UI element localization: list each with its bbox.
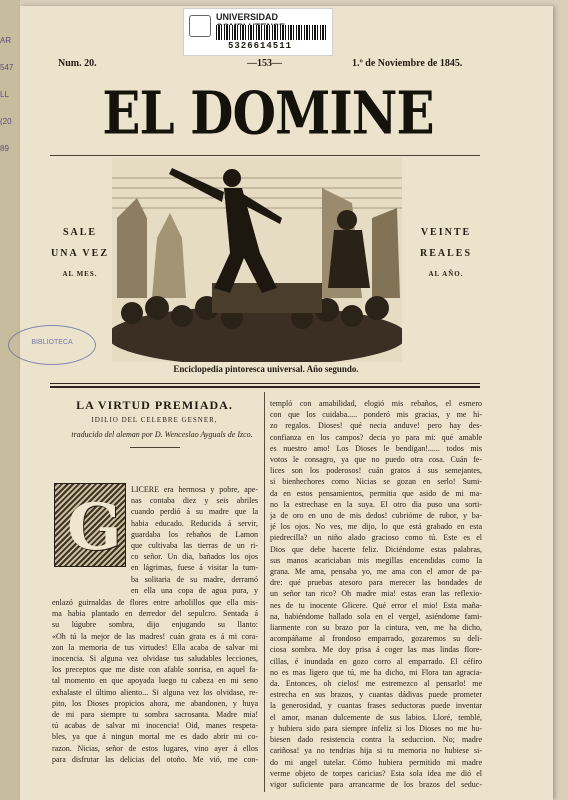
notice-line: AL MES. bbox=[62, 270, 98, 278]
text-line: y hubiera sido para siempre infeliz si los Dioses no me hu- bbox=[270, 723, 482, 733]
text-line: bles, ya que á ningun mortal me es dado abrir mi co- bbox=[52, 732, 258, 742]
text-line: enlazó guirnaldas de flores entre arbolillos que ella mis- bbox=[52, 598, 258, 607]
article-col1-beside-initial bbox=[131, 484, 258, 596]
text-line: confianza en los campos? decia yo para mi: qué amable bbox=[270, 432, 482, 442]
barcode bbox=[216, 25, 326, 40]
text-line: jé los ojos. No ves, me dijo, lo que está grabado en esta bbox=[270, 522, 482, 532]
text-line: en lágrimas, fuese á visitar la tum- bbox=[131, 563, 258, 573]
text-line: vigor suficiente para arrancarme de los brazos del seduc- bbox=[270, 779, 482, 789]
notice-line: REALES bbox=[419, 248, 472, 259]
library-oval-stamp bbox=[8, 325, 96, 365]
text-line: liarmente con su brazo por la cintura, ven, me ha dicho, bbox=[270, 623, 482, 633]
text-line: grana. Me ama, pensaba yo, me ama con el amor de pa- bbox=[270, 567, 482, 577]
text-line: inocencia. Si alguna vez olvidase tus saludables lecciones, bbox=[52, 654, 258, 664]
notice-line: AL AÑO. bbox=[428, 270, 464, 278]
right-notice bbox=[414, 222, 478, 285]
masthead-rule bbox=[50, 155, 480, 156]
text-line: LICERE era hermosa y pobre, ape- bbox=[131, 485, 258, 494]
text-line: verme objeto de torpes caricias? Esta sola idea me dió el bbox=[270, 768, 482, 778]
text-line: ja de oro en uno de mis dedos! cubrióme de rubor, y ba- bbox=[270, 511, 482, 521]
text-line: zo regalos. Dioses! qué necia anduve! pero hay des- bbox=[270, 421, 482, 431]
text-line: tú acabas de salvar mi inocencia! Oid, manes respeta- bbox=[52, 721, 258, 731]
notice-line: SALE bbox=[62, 227, 98, 238]
text-line: no es mas ligero que tú, me ha dicho, mi Flora tan agracia- bbox=[270, 667, 482, 677]
barcode-number: 5326614511 bbox=[228, 41, 293, 51]
text-line: cariñosa! ya no tendrias hija si tu memoria no hubiese si- bbox=[270, 746, 482, 756]
text-line: de mi para siempre tu sombra sacrosanta. Madre mia! bbox=[52, 710, 258, 720]
text-line: do mi angel tutelar. Cómo hubiera permitido mi madre bbox=[270, 757, 482, 767]
oval-stamp-text: BIBLIOTECA bbox=[31, 339, 73, 346]
text-line: habia educado. Reducida á servir, bbox=[131, 518, 258, 528]
text-line: tal momento en que apoyada luego tu cabeza en mi seno bbox=[52, 676, 258, 686]
text-line: guardaba los rebaños de Lamon bbox=[131, 529, 258, 539]
text-line: el amor, manan dulcemente de sus labios. Lloré, temblé, bbox=[270, 712, 482, 722]
text-line: pito, los Dioses propicios ahora, me abandonen, y huya bbox=[52, 698, 258, 708]
issue-date: 1.º de Noviembre de 1845. bbox=[352, 58, 463, 69]
text-line: co señor. Un dia, bañados los ojos bbox=[131, 552, 258, 562]
spine-notes bbox=[0, 18, 20, 171]
section-rule bbox=[50, 383, 480, 384]
text-line: da en estos pensamientos, permitia que asido de mi ma- bbox=[270, 488, 482, 498]
text-line: da. Entonces, oh cielos! me estremezco al pensarlo! me bbox=[270, 679, 482, 689]
text-line: nes de tu inocente Glicere. Qué error el mio! Esta maña- bbox=[270, 600, 482, 610]
text-line: ba solitaria de su madre, derramó bbox=[131, 574, 258, 584]
spine-note: 547 bbox=[0, 63, 14, 72]
text-line: ma habia plantado en derredor del sepulcro. Sentada á bbox=[52, 609, 258, 619]
decorated-initial bbox=[54, 483, 126, 567]
notice-line: UNA VEZ bbox=[51, 248, 109, 259]
text-line: biesen dado resistencia contra la seduccion. No; madre bbox=[270, 735, 482, 745]
text-line: exhalaste el último aliento... Si alguna vez los olvidase, re- bbox=[52, 687, 258, 697]
text-line: cillas, é inundada en gozo corro al emparrado. El céfiro bbox=[270, 656, 482, 666]
spine-note: LL bbox=[0, 90, 9, 99]
text-line: estrecha en sus brazos, y cuantas dádivas puede prometer bbox=[270, 690, 482, 700]
text-line: la generosidad, y cuantas frases seductoras puede inventar bbox=[270, 701, 482, 711]
institution-name: UNIVERSIDAD bbox=[216, 12, 279, 22]
text-line: zon la memoria de tus virtudes! Ella acaba de salvar mi bbox=[52, 642, 258, 652]
book-spine bbox=[0, 0, 20, 800]
spine-note: AR bbox=[0, 36, 12, 45]
text-line: los preceptos que me diste con afable sonrisa, en aquel fa- bbox=[52, 665, 258, 675]
text-line: que cultivaba las tierras de un ri- bbox=[131, 541, 258, 551]
text-line: sus manos acariciaban mis megillas encendidas como la bbox=[270, 555, 482, 565]
text-line: en ella una copa de agua pura, y bbox=[131, 585, 258, 595]
library-barcode-label bbox=[183, 8, 333, 56]
spine-note: 89 bbox=[0, 144, 9, 153]
text-line: su lúgubre sombra, dijo enjugando su llanto: bbox=[52, 620, 258, 630]
text-line: para disfrutar las delicias del otoño. Me vió, me con- bbox=[52, 754, 258, 764]
text-line: no la estrechase en la suya. El otro dia puso una sorti- bbox=[270, 499, 482, 509]
masthead-illustration bbox=[112, 158, 402, 362]
column-separator bbox=[264, 392, 265, 792]
issue-number: Num. 20. bbox=[58, 58, 97, 69]
text-line: razon. Nicias, señor de estos lugares, vino ayer á ellos bbox=[52, 743, 258, 753]
article-col1-body bbox=[52, 597, 258, 765]
text-line: acompáñame al frondoso emparrado, gozaremos su deli- bbox=[270, 634, 482, 644]
text-line: es nuestro amo! Los Dioses le bendigan!...... todos mis bbox=[270, 443, 482, 453]
article-subtitle: IDILIO DEL CELEBRE GESNER, bbox=[91, 416, 218, 424]
university-seal-icon bbox=[189, 15, 211, 37]
text-line: votos le consagro, ya que no puedo otra cosa. Cuán fe- bbox=[270, 455, 482, 465]
initial-letter: G bbox=[67, 490, 122, 565]
text-line: «Oh tú la mejor de las madres! cuán grata es á mi cora- bbox=[52, 631, 258, 641]
page-number: —153— bbox=[247, 58, 282, 69]
spine-note: (20 bbox=[0, 117, 12, 126]
text-line: piedrecilla? un niño alado gracioso como tú. Este es el bbox=[270, 533, 482, 543]
article-col2 bbox=[270, 398, 482, 790]
masthead-title: EL DOMINE bbox=[102, 78, 434, 148]
article-title: LA VIRTUD PREMIADA. bbox=[76, 398, 233, 412]
text-line: cuando perdió á su madre que la bbox=[131, 507, 258, 517]
text-line: nas contaba diez y seis abriles bbox=[131, 496, 258, 506]
text-line: con que los cuidaba..... ponderó mis gracias, y me hi- bbox=[270, 410, 482, 420]
notice-line: VEINTE bbox=[420, 227, 472, 238]
text-line: na, habiéndome hallado sola en el vergel, asiéndome fami- bbox=[270, 611, 482, 621]
section-rule bbox=[50, 386, 480, 388]
text-line: templó con amabilidad, elogió mis rebaños, el esmero bbox=[270, 399, 482, 408]
ornament-rule bbox=[130, 447, 180, 448]
text-line: lices son los poderosos! cuán gratos á sus semejantes, bbox=[270, 466, 482, 476]
text-line: un señor tan rico? Oh madre mia! estas eran las reflexio- bbox=[270, 589, 482, 599]
text-line: dre: qué pruebas atesoro para merecer las bondades de bbox=[270, 578, 482, 588]
left-notice bbox=[48, 222, 112, 285]
text-line: Dios que debe hacerte feliz. Diciéndome estas palabras, bbox=[270, 544, 482, 554]
text-line: si bienhechores como Nicias se gozan en serlo! Sumi- bbox=[270, 477, 482, 487]
article-translator: traducido del aleman por D. Wenceslao Ayguals de Izco. bbox=[71, 430, 253, 439]
text-line: ciosa sombra. Me doy prisa á coger las mas lindas flore- bbox=[270, 645, 482, 655]
masthead-caption: Enciclopedia pintoresca universal. Año segundo. bbox=[173, 364, 359, 374]
